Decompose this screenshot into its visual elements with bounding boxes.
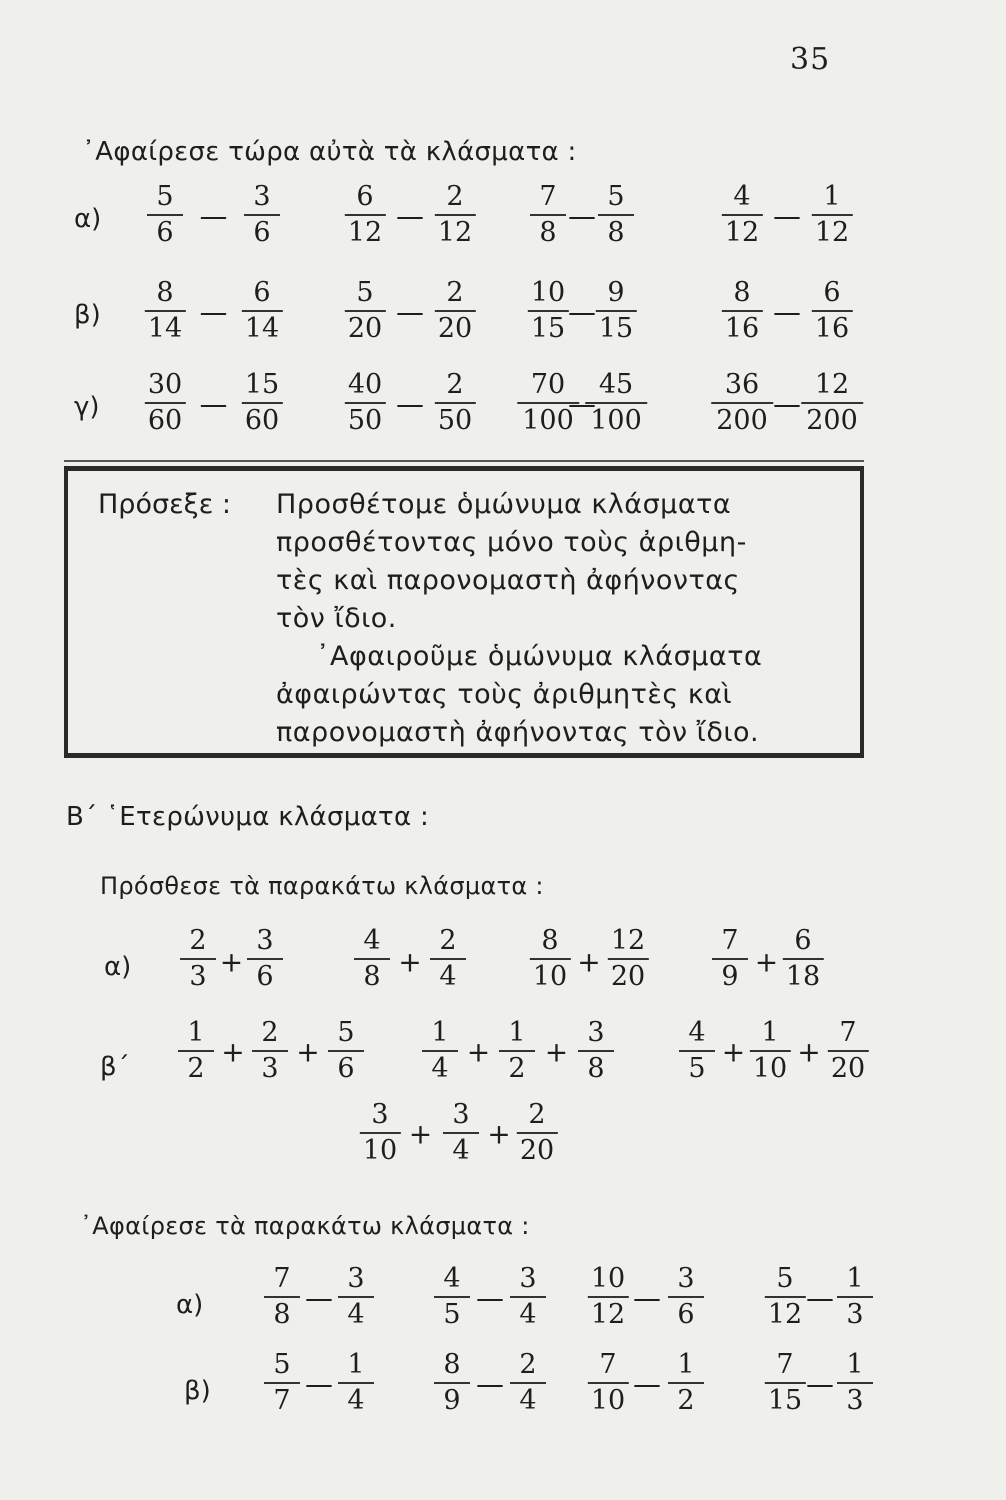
- denominator: 2: [187, 1053, 205, 1084]
- numerator: 4: [443, 1263, 461, 1294]
- denominator: 4: [519, 1385, 537, 1416]
- minus-sign: —: [773, 199, 801, 233]
- fraction: [513, 1348, 543, 1418]
- fraction: [247, 180, 277, 250]
- numerator: 4: [688, 1017, 706, 1048]
- numerator: 45: [598, 369, 634, 400]
- plus-sign: +: [577, 945, 601, 979]
- denominator: 3: [261, 1053, 279, 1084]
- page-number: 35: [790, 42, 831, 77]
- numerator: 8: [443, 1349, 461, 1380]
- denominator: 3: [189, 961, 207, 992]
- subtract-heading-1: ᾿Αφαίρεσε τώρα αὐτὰ τὰ κλάσματα :: [82, 137, 577, 167]
- denominator: 20: [830, 1053, 866, 1084]
- denominator: 4: [439, 961, 457, 992]
- fraction: [438, 368, 472, 438]
- fraction: [768, 1262, 802, 1332]
- minus-sign: —: [396, 387, 424, 421]
- denominator: 12: [724, 217, 760, 248]
- denominator: 8: [273, 1299, 291, 1330]
- numerator: 15: [244, 369, 280, 400]
- minus-sign: —: [476, 1281, 504, 1315]
- fraction: [522, 368, 574, 438]
- numerator: 10: [530, 277, 566, 308]
- plus-sign: +: [721, 1035, 746, 1069]
- fraction: [250, 924, 280, 994]
- fraction: [590, 368, 642, 438]
- fraction: [725, 180, 759, 250]
- fraction: [753, 1016, 787, 1086]
- fraction: [815, 276, 849, 346]
- exercise-label: β): [184, 1376, 211, 1406]
- minus-sign: —: [396, 199, 424, 233]
- numerator: 6: [356, 181, 374, 212]
- fraction: [267, 1348, 297, 1418]
- fraction: [533, 924, 567, 994]
- fraction: [331, 1016, 361, 1086]
- numerator: 7: [839, 1017, 857, 1048]
- denominator: 3: [846, 1385, 864, 1416]
- numerator: 3: [452, 1099, 470, 1130]
- fraction: [806, 368, 858, 438]
- fraction: [425, 1016, 455, 1086]
- numerator: 3: [256, 925, 274, 956]
- numerator: 3: [371, 1099, 389, 1130]
- denominator: 4: [347, 1299, 365, 1330]
- denominator: 200: [806, 405, 858, 436]
- minus-sign: —: [396, 295, 424, 329]
- fraction: [438, 276, 472, 346]
- note-line: ᾿Αφαιροῦμε ὁμώνυμα κλάσματα: [316, 641, 763, 672]
- denominator: 20: [347, 313, 383, 344]
- denominator: 15: [530, 313, 566, 344]
- numerator: 6: [253, 277, 271, 308]
- denominator: 6: [256, 961, 274, 992]
- numerator: 8: [541, 925, 559, 956]
- denominator: 4: [347, 1385, 365, 1416]
- fraction: [786, 924, 820, 994]
- denominator: 15: [598, 313, 634, 344]
- numerator: 7: [599, 1349, 617, 1380]
- numerator: 30: [147, 369, 183, 400]
- fraction: [437, 1348, 467, 1418]
- exercise-label: β): [74, 300, 101, 330]
- numerator: 9: [607, 277, 625, 308]
- fraction: [715, 924, 745, 994]
- denominator: 4: [452, 1135, 470, 1166]
- denominator: 20: [610, 961, 646, 992]
- denominator: 6: [156, 217, 174, 248]
- denominator: 10: [362, 1135, 398, 1166]
- plus-sign: +: [754, 945, 779, 979]
- fraction: [840, 1348, 870, 1418]
- fraction: [671, 1262, 701, 1332]
- denominator: 4: [519, 1299, 537, 1330]
- numerator: 3: [253, 181, 271, 212]
- plus-sign: +: [408, 1117, 433, 1151]
- numerator: 5: [156, 181, 174, 212]
- fraction: [348, 368, 382, 438]
- numerator: 6: [823, 277, 841, 308]
- section-b-heading: Β΄ ῾Ετερώνυμα κλάσματα :: [66, 802, 430, 832]
- minus-sign: —: [568, 295, 596, 329]
- denominator: 50: [437, 405, 473, 436]
- minus-sign: —: [476, 1367, 504, 1401]
- minus-sign: —: [806, 1281, 834, 1315]
- minus-sign: —: [199, 387, 228, 421]
- note-line: παρονομαστὴ ἀφήνοντας τὸν ἴδιο.: [276, 717, 760, 748]
- plus-sign: +: [544, 1035, 569, 1069]
- fraction: [255, 1016, 285, 1086]
- numerator: 6: [794, 925, 812, 956]
- note-box: [64, 466, 864, 758]
- denominator: 18: [785, 961, 821, 992]
- fraction: [520, 1098, 554, 1168]
- numerator: 1: [846, 1349, 864, 1380]
- exercise-label: γ): [74, 392, 100, 422]
- denominator: 14: [244, 313, 280, 344]
- denominator: 9: [721, 961, 739, 992]
- numerator: 36: [724, 369, 760, 400]
- numerator: 2: [439, 925, 457, 956]
- fraction: [591, 1348, 625, 1418]
- denominator: 20: [437, 313, 473, 344]
- denominator: 12: [767, 1299, 803, 1330]
- fraction: [348, 180, 382, 250]
- minus-sign: —: [773, 295, 801, 329]
- fraction: [682, 1016, 712, 1086]
- denominator: 100: [590, 405, 642, 436]
- denominator: 8: [607, 217, 625, 248]
- numerator: 1: [187, 1017, 205, 1048]
- plus-sign: +: [398, 945, 422, 979]
- denominator: 12: [347, 217, 383, 248]
- fraction: [357, 924, 387, 994]
- denominator: 14: [147, 313, 183, 344]
- note-line: τὲς καὶ παρονομαστὴ ἀφήνοντας: [276, 565, 740, 596]
- numerator: 3: [677, 1263, 695, 1294]
- fraction: [831, 1016, 865, 1086]
- numerator: 1: [431, 1017, 449, 1048]
- numerator: 2: [446, 369, 464, 400]
- plus-sign: +: [487, 1117, 511, 1151]
- fraction: [531, 276, 565, 346]
- fraction: [148, 276, 182, 346]
- numerator: 5: [607, 181, 625, 212]
- fraction: [245, 276, 279, 346]
- numerator: 3: [587, 1017, 605, 1048]
- denominator: 60: [147, 405, 183, 436]
- fraction: [671, 1348, 701, 1418]
- numerator: 7: [776, 1349, 794, 1380]
- denominator: 200: [716, 405, 768, 436]
- fraction: [341, 1348, 371, 1418]
- denominator: 5: [443, 1299, 461, 1330]
- plus-sign: +: [219, 945, 244, 979]
- numerator: 1: [677, 1349, 695, 1380]
- fraction: [245, 368, 279, 438]
- numerator: 2: [446, 277, 464, 308]
- fraction: [348, 276, 382, 346]
- denominator: 3: [846, 1299, 864, 1330]
- minus-sign: —: [773, 387, 801, 421]
- denominator: 7: [273, 1385, 291, 1416]
- denominator: 10: [752, 1053, 788, 1084]
- fraction: [183, 924, 213, 994]
- numerator: 7: [539, 181, 557, 212]
- denominator: 2: [508, 1053, 526, 1084]
- note-line: ἀφαιρώντας τοὺς ἀριθμητὲς καὶ: [276, 679, 733, 710]
- numerator: 12: [814, 369, 850, 400]
- numerator: 1: [761, 1017, 779, 1048]
- plus-sign: +: [296, 1035, 320, 1069]
- fraction: [502, 1016, 532, 1086]
- denominator: 4: [431, 1053, 449, 1084]
- fraction: [840, 1262, 870, 1332]
- fraction: [513, 1262, 543, 1332]
- numerator: 1: [508, 1017, 526, 1048]
- note-line: προσθέτοντας μόνο τοὺς ἀριθμη-: [276, 527, 747, 558]
- fraction: [599, 276, 633, 346]
- subtraction-heading: ᾿Αφαίρεσε τὰ παρακάτω κλάσματα :: [80, 1212, 530, 1240]
- denominator: 50: [347, 405, 383, 436]
- denominator: 16: [724, 313, 760, 344]
- fraction: [437, 1262, 467, 1332]
- denominator: 12: [437, 217, 473, 248]
- fraction: [446, 1098, 476, 1168]
- numerator: 2: [528, 1099, 546, 1130]
- addition-heading: Πρόσθεσε τὰ παρακάτω κλάσματα :: [100, 872, 544, 900]
- exercise-label: β΄: [100, 1052, 130, 1082]
- fraction: [591, 1262, 625, 1332]
- minus-sign: —: [305, 1367, 333, 1401]
- plus-sign: +: [221, 1035, 245, 1069]
- minus-sign: —: [633, 1367, 661, 1401]
- numerator: 5: [776, 1263, 794, 1294]
- denominator: 8: [587, 1053, 605, 1084]
- note-line: Προσθέτομε ὁμώνυμα κλάσματα: [276, 489, 732, 520]
- fraction: [611, 924, 645, 994]
- numerator: 4: [363, 925, 381, 956]
- numerator: 1: [846, 1263, 864, 1294]
- exercise-label: α): [104, 952, 132, 982]
- numerator: 12: [610, 925, 646, 956]
- fraction: [601, 180, 631, 250]
- plus-sign: +: [797, 1035, 821, 1069]
- denominator: 60: [244, 405, 280, 436]
- numerator: 1: [823, 181, 841, 212]
- note-line: τὸν ἴδιο.: [276, 603, 397, 634]
- numerator: 5: [337, 1017, 355, 1048]
- fraction: [363, 1098, 397, 1168]
- denominator: 10: [532, 961, 568, 992]
- minus-sign: —: [199, 199, 228, 233]
- fraction: [581, 1016, 611, 1086]
- numerator: 7: [273, 1263, 291, 1294]
- numerator: 2: [261, 1017, 279, 1048]
- numerator: 4: [733, 181, 751, 212]
- numerator: 1: [347, 1349, 365, 1380]
- denominator: 10: [590, 1385, 626, 1416]
- denominator: 12: [814, 217, 850, 248]
- plus-sign: +: [466, 1035, 491, 1069]
- denominator: 20: [519, 1135, 555, 1166]
- denominator: 100: [522, 405, 574, 436]
- numerator: 40: [347, 369, 383, 400]
- numerator: 2: [446, 181, 464, 212]
- denominator: 5: [688, 1053, 706, 1084]
- numerator: 2: [189, 925, 207, 956]
- fraction: [768, 1348, 802, 1418]
- numerator: 7: [721, 925, 739, 956]
- denominator: 6: [253, 217, 271, 248]
- numerator: 8: [156, 277, 174, 308]
- numerator: 5: [356, 277, 374, 308]
- minus-sign: —: [568, 387, 596, 421]
- fraction: [716, 368, 768, 438]
- minus-sign: —: [633, 1281, 661, 1315]
- fraction: [341, 1262, 371, 1332]
- fraction: [438, 180, 472, 250]
- denominator: 2: [677, 1385, 695, 1416]
- note-label: Πρόσεξε :: [98, 489, 231, 520]
- exercise-label: α): [176, 1290, 204, 1320]
- numerator: 2: [519, 1349, 537, 1380]
- minus-sign: —: [806, 1367, 834, 1401]
- minus-sign: —: [305, 1281, 333, 1315]
- fraction: [433, 924, 463, 994]
- denominator: 8: [363, 961, 381, 992]
- numerator: 8: [733, 277, 751, 308]
- denominator: 6: [337, 1053, 355, 1084]
- denominator: 16: [814, 313, 850, 344]
- numerator: 10: [590, 1263, 626, 1294]
- numerator: 3: [347, 1263, 365, 1294]
- minus-sign: —: [568, 199, 596, 233]
- divider: [64, 460, 864, 462]
- fraction: [815, 180, 849, 250]
- numerator: 70: [530, 369, 566, 400]
- denominator: 15: [767, 1385, 803, 1416]
- numerator: 3: [519, 1263, 537, 1294]
- fraction: [533, 180, 563, 250]
- fraction: [725, 276, 759, 346]
- fraction: [181, 1016, 211, 1086]
- denominator: 12: [590, 1299, 626, 1330]
- exercise-label: α): [74, 204, 102, 234]
- denominator: 8: [539, 217, 557, 248]
- numerator: 5: [273, 1349, 291, 1380]
- fraction: [267, 1262, 297, 1332]
- denominator: 9: [443, 1385, 461, 1416]
- fraction: [150, 180, 180, 250]
- minus-sign: —: [199, 295, 228, 329]
- fraction: [148, 368, 182, 438]
- denominator: 6: [677, 1299, 695, 1330]
